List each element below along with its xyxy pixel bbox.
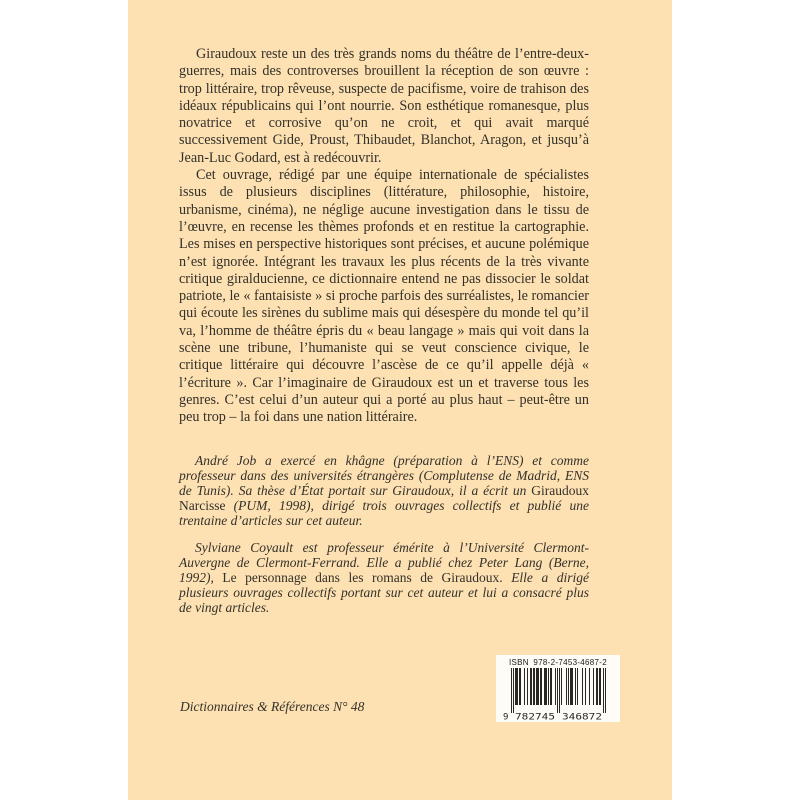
author-bio-andre-job [179,453,589,528]
isbn-barcode-block [496,655,620,722]
ean-barcode [502,668,615,720]
blurb-paragraph-2: Cet ouvrage, rédigé par une équipe internationale de spécialistes issus de plusieurs disciplines (littérature, philosophie, histoire, urbanisme, cinéma), ne néglige aucune investigation dans le tissu de l’œuvre, en recense les thèmes profonds et en restitue la cartographie. Les mises en perspective historiques sont précises, et aucune polémique n’est ignorée. Intégrant les travaux les plus récents de la très vivante critique giralducienne, ce dictionnaire entend ne pas dissocier le soldat patriote, le « fantaisiste » si proche parfois des surréalistes, le romancier qui écoute les sirènes du sublime mais qui désespère du monde tel qu’il va, l’homme de théâtre épris du « beau langage » mais qui voit dans la scène une tribune, l’humaniste qui se veut conscience civique, le critique littéraire qui découvre l’ascèse de ce qu’il appelle déjà « l’écriture ». Car l’imaginaire de Giraudoux est un et traverse tous les genres. C’est celui d’un auteur qui a porté au plus haut – peut-être un peu trop – la foi dans une nation littéraire. [179,167,589,426]
ean-barcode-svg [502,668,615,720]
book-back-cover [128,0,672,800]
blurb [179,46,589,427]
blurb-paragraph-1: Giraudoux reste un des très grands noms du théâtre de l’entre-deux-guerres, mais des controverses brouillent la réception de son œuvre : trop littéraire, trop rêveuse, suspecte de pacifisme, voire de trahison des idéaux républicains qui l’ont nourrie. Son esthétique romanesque, plus novatrice et corrosive qu’on ne croit, et qui avait marqué successivement Gide, Proust, Thibaudet, Blanchot, Aragon, et jusqu’à Jean-Luc Godard, est à redécouvrir. [179,46,589,166]
bio-text-segment: André Job a exercé en khâgne (préparation à l’ENS) et comme professeur dans des universités étrangères (Complutense de Madrid, ENS de Tunis). Sa thèse d’État portait sur Giraudoux, il a écrit un [179,453,589,498]
author-bios [179,453,589,627]
collection-series-label: Dictionnaires & Références N° 48 [180,699,365,714]
isbn-label: ISBN 978-2-7453-4687-2 [509,658,607,667]
book-title-roman: Le personnage dans les romans de Giraudoux. [222,570,503,585]
bio-text-segment: Elle a dirigé plusieurs ouvrages collectifs portant sur cet auteur et lui a consacré plus de vingt articles. [179,570,589,615]
svg-text:346872: 346872 [561,712,602,720]
svg-text:9: 9 [502,712,508,720]
author-bio-sylviane-coyault [179,540,589,615]
svg-text:782745: 782745 [514,712,555,720]
bio-text-segment: Sylviane Coyault est professeur émérite à l’Université Clermont-Auvergne de Clermont-Ferrand. Elle a publié chez Peter Lang (Berne, 1992), [179,540,589,585]
bio-text-segment: (PUM, 1998), dirigé trois ouvrages collectifs et publié une trentaine d’articles sur cet auteur. [179,498,589,528]
book-title-roman: Giraudoux Narcisse [179,483,589,513]
